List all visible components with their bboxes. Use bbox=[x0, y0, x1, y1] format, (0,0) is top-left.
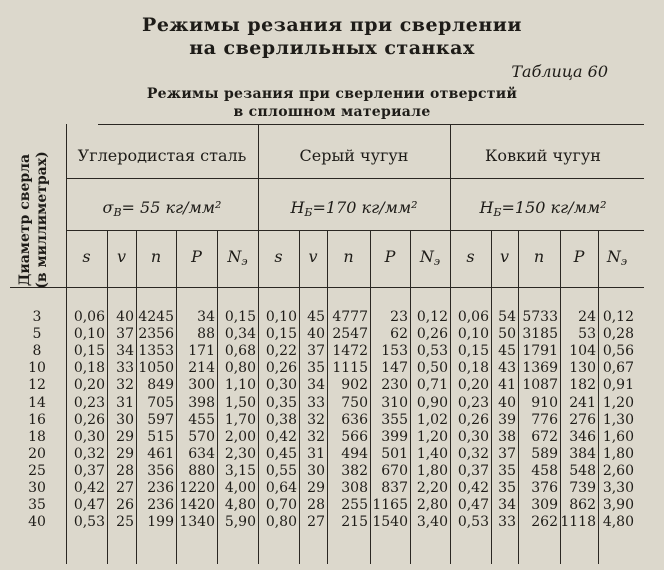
table-cell: 4,00 bbox=[224, 480, 256, 496]
table-cell: 4,80 bbox=[602, 514, 634, 531]
table-cell: 62 bbox=[390, 326, 408, 343]
table-cell: 1115 bbox=[332, 360, 368, 377]
table-cell: 1087 bbox=[522, 377, 558, 394]
table-cell: 5733 bbox=[522, 309, 558, 325]
table-cell: 0,37 bbox=[73, 462, 105, 479]
table-cell: 634 bbox=[188, 445, 215, 462]
column-label: P bbox=[384, 247, 396, 266]
table-cell: 902 bbox=[341, 377, 368, 394]
table-cell: 0,26 bbox=[416, 326, 448, 343]
table-cell: 461 bbox=[147, 445, 174, 462]
table-cell: 88 bbox=[197, 326, 215, 343]
table-cell: 597 bbox=[147, 411, 174, 428]
table-cell: 1165 bbox=[372, 497, 408, 514]
table-cell: 43 bbox=[498, 360, 516, 377]
table-cell: 384 bbox=[569, 445, 596, 462]
table-cell: 0,20 bbox=[457, 377, 489, 394]
table-cell: 215 bbox=[341, 514, 368, 531]
table-cell: 548 bbox=[569, 462, 596, 479]
table-cell: 501 bbox=[381, 445, 408, 462]
table-row bbox=[0, 497, 664, 514]
condition-subscript: Б bbox=[493, 206, 502, 219]
condition-rule bbox=[66, 230, 644, 231]
table-number: Таблица 60 bbox=[511, 62, 608, 81]
table-cell: 672 bbox=[531, 428, 558, 445]
condition-symbol: σ bbox=[102, 198, 114, 217]
table-row bbox=[0, 395, 664, 412]
table-cell: 0,70 bbox=[265, 497, 297, 514]
table-cell: 1,20 bbox=[602, 394, 634, 411]
table-cell: 34 bbox=[116, 343, 134, 360]
column-label: v bbox=[116, 247, 127, 266]
column-label: v bbox=[499, 247, 510, 266]
column-label-subscript: э bbox=[241, 255, 248, 268]
diameter-header-unit: (в миллиметрах) bbox=[34, 151, 50, 289]
table-cell: 1,50 bbox=[224, 394, 256, 411]
table-cell: 589 bbox=[531, 445, 558, 462]
table-cell: 2,60 bbox=[602, 462, 634, 479]
table-cell: 0,15 bbox=[224, 309, 256, 325]
table-cell: 33 bbox=[307, 394, 325, 411]
material-heading: Серый чугун bbox=[299, 146, 409, 165]
table-cell: 53 bbox=[578, 326, 596, 343]
table-cell: 382 bbox=[341, 462, 368, 479]
table-cell: 35 bbox=[498, 462, 516, 479]
table-top-rule bbox=[98, 124, 644, 125]
table-cell: 104 bbox=[569, 343, 596, 360]
column-label-symbol: N bbox=[606, 247, 621, 266]
table-cell: 0,18 bbox=[73, 360, 105, 377]
table-cell: 0,15 bbox=[265, 326, 297, 343]
table-cell: 1,80 bbox=[416, 462, 448, 479]
table-cell: 0,23 bbox=[73, 394, 105, 411]
table-cell: 29 bbox=[116, 428, 134, 445]
table-cell: 27 bbox=[116, 480, 134, 496]
table-row bbox=[0, 412, 664, 429]
table-cell: 0,12 bbox=[602, 309, 634, 325]
table-cell: 276 bbox=[569, 411, 596, 428]
table-cell: 236 bbox=[147, 480, 174, 496]
table-cell: 0,45 bbox=[265, 445, 297, 462]
table-cell: 310 bbox=[381, 394, 408, 411]
table-cell: 0,32 bbox=[73, 445, 105, 462]
table-cell: 0,30 bbox=[73, 428, 105, 445]
table-cell: 308 bbox=[341, 480, 368, 496]
table-cell: 1791 bbox=[522, 343, 558, 360]
table-cell: 30 bbox=[307, 462, 325, 479]
column-label: v bbox=[308, 247, 318, 266]
table-row bbox=[0, 326, 664, 343]
table-subtitle-line2: в сплошном материале bbox=[233, 104, 431, 120]
table-cell: 0,71 bbox=[416, 377, 448, 394]
table-cell: 515 bbox=[147, 428, 174, 445]
table-cell: 23 bbox=[390, 309, 408, 325]
table-cell: 34 bbox=[498, 497, 516, 514]
diameter-value: 20 bbox=[28, 445, 46, 462]
table-cell: 1,10 bbox=[224, 377, 256, 394]
table-row bbox=[0, 446, 664, 463]
table-cell: 32 bbox=[116, 377, 134, 394]
table-cell: 458 bbox=[531, 462, 558, 479]
table-cell: 0,80 bbox=[265, 514, 297, 531]
table-cell: 880 bbox=[188, 462, 215, 479]
table-cell: 1,02 bbox=[416, 411, 448, 428]
table-cell: 45 bbox=[498, 343, 516, 360]
table-cell: 566 bbox=[341, 428, 368, 445]
table-cell: 0,42 bbox=[265, 428, 297, 445]
diameter-value: 40 bbox=[28, 514, 46, 531]
table-cell: 25 bbox=[116, 514, 134, 531]
table-cell: 0,34 bbox=[224, 326, 256, 343]
table-cell: 0,55 bbox=[265, 462, 297, 479]
table-cell: 346 bbox=[569, 428, 596, 445]
hardness-condition bbox=[66, 198, 258, 219]
table-cell: 0,06 bbox=[73, 309, 105, 325]
table-cell: 2547 bbox=[332, 326, 368, 343]
table-cell: 1118 bbox=[560, 514, 596, 531]
table-cell: 171 bbox=[188, 343, 215, 360]
condition-value: =170 кг/мм² bbox=[312, 198, 418, 217]
table-cell: 0,30 bbox=[457, 428, 489, 445]
diameter-header-label: Диаметр сверла bbox=[17, 153, 33, 287]
table-row bbox=[0, 463, 664, 480]
table-cell: 309 bbox=[531, 497, 558, 514]
table-cell: 40 bbox=[116, 309, 134, 325]
column-label bbox=[598, 247, 636, 268]
table-cell: 0,64 bbox=[265, 480, 297, 496]
table-cell: 37 bbox=[498, 445, 516, 462]
table-cell: 862 bbox=[569, 497, 596, 514]
table-cell: 0,28 bbox=[602, 326, 634, 343]
table-cell: 1,20 bbox=[416, 428, 448, 445]
table-row bbox=[0, 309, 664, 326]
table-cell: 34 bbox=[197, 309, 215, 325]
table-cell: 0,12 bbox=[416, 309, 448, 325]
table-cell: 0,50 bbox=[416, 360, 448, 377]
table-cell: 750 bbox=[341, 394, 368, 411]
table-cell: 2,20 bbox=[416, 480, 448, 496]
table-cell: 3,15 bbox=[224, 462, 256, 479]
table-row bbox=[0, 514, 664, 531]
table-cell: 33 bbox=[498, 514, 516, 531]
diameter-value: 16 bbox=[28, 411, 46, 428]
table-cell: 26 bbox=[116, 497, 134, 514]
table-cell: 0,37 bbox=[457, 462, 489, 479]
column-label: n bbox=[343, 247, 354, 266]
table-cell: 0,10 bbox=[265, 309, 297, 325]
table-cell: 29 bbox=[116, 445, 134, 462]
table-cell: 455 bbox=[188, 411, 215, 428]
table-cell: 739 bbox=[569, 480, 596, 496]
table-cell: 37 bbox=[116, 326, 134, 343]
table-cell: 35 bbox=[498, 480, 516, 496]
condition-value: =150 кг/мм² bbox=[501, 198, 607, 217]
table-cell: 355 bbox=[381, 411, 408, 428]
column-label: n bbox=[533, 247, 545, 266]
table-cell: 1050 bbox=[138, 360, 174, 377]
table-cell: 910 bbox=[531, 394, 558, 411]
table-cell: 0,42 bbox=[457, 480, 489, 496]
table-cell: 0,47 bbox=[457, 497, 489, 514]
table-cell: 3,30 bbox=[602, 480, 634, 496]
table-cell: 32 bbox=[307, 428, 325, 445]
table-cell: 230 bbox=[381, 377, 408, 394]
table-cell: 2356 bbox=[138, 326, 174, 343]
column-label-symbol: N bbox=[227, 247, 242, 266]
table-cell: 0,30 bbox=[265, 377, 297, 394]
table-cell: 0,23 bbox=[457, 394, 489, 411]
diameter-value: 3 bbox=[32, 309, 42, 325]
column-label: s bbox=[274, 247, 283, 266]
table-cell: 1,60 bbox=[602, 428, 634, 445]
table-cell: 1540 bbox=[372, 514, 408, 531]
column-label-symbol: N bbox=[419, 247, 434, 266]
diameter-value: 30 bbox=[28, 480, 46, 496]
table-cell: 1,40 bbox=[416, 445, 448, 462]
table-cell: 0,15 bbox=[457, 343, 489, 360]
table-cell: 1220 bbox=[179, 480, 215, 496]
table-cell: 130 bbox=[569, 360, 596, 377]
column-label-subscript: э bbox=[433, 255, 441, 268]
table-row bbox=[0, 480, 664, 497]
column-label bbox=[410, 247, 450, 268]
table-cell: 28 bbox=[307, 497, 325, 514]
group-header-rule bbox=[66, 178, 644, 179]
table-row bbox=[0, 377, 664, 394]
table-cell: 0,68 bbox=[224, 343, 256, 360]
material-heading: Ковкий чугун bbox=[485, 146, 601, 165]
table-cell: 30 bbox=[116, 411, 134, 428]
table-cell: 45 bbox=[307, 309, 325, 325]
diameter-value: 8 bbox=[32, 343, 42, 360]
table-cell: 3,40 bbox=[416, 514, 448, 531]
table-cell: 0,90 bbox=[416, 394, 448, 411]
table-cell: 0,10 bbox=[73, 326, 105, 343]
table-cell: 0,32 bbox=[457, 445, 489, 462]
table-cell: 37 bbox=[307, 343, 325, 360]
table-cell: 1472 bbox=[332, 343, 368, 360]
table-cell: 636 bbox=[341, 411, 368, 428]
table-cell: 241 bbox=[569, 394, 596, 411]
column-label: n bbox=[150, 247, 162, 266]
table-cell: 2,00 bbox=[224, 428, 256, 445]
table-cell: 32 bbox=[307, 411, 325, 428]
table-cell: 0,35 bbox=[265, 394, 297, 411]
table-cell: 849 bbox=[147, 377, 174, 394]
column-label bbox=[217, 247, 258, 268]
diameter-value: 25 bbox=[28, 462, 46, 479]
table-cell: 0,80 bbox=[224, 360, 256, 377]
table-cell: 24 bbox=[578, 309, 596, 325]
table-cell: 376 bbox=[531, 480, 558, 496]
column-label-subscript: э bbox=[620, 255, 628, 268]
table-cell: 40 bbox=[307, 326, 325, 343]
table-cell: 153 bbox=[381, 343, 408, 360]
condition-value: = 55 кг/мм² bbox=[121, 198, 222, 217]
column-label: s bbox=[466, 247, 475, 266]
table-cell: 494 bbox=[341, 445, 368, 462]
table-cell: 0,67 bbox=[602, 360, 634, 377]
table-cell: 29 bbox=[307, 480, 325, 496]
table-cell: 39 bbox=[498, 411, 516, 428]
table-subtitle: Режимы резания при сверлении отверстий bbox=[146, 86, 518, 102]
condition-symbol: H bbox=[479, 198, 494, 217]
table-cell: 0,06 bbox=[457, 309, 489, 325]
table-cell: 182 bbox=[569, 377, 596, 394]
table-cell: 1340 bbox=[179, 514, 215, 531]
table-cell: 31 bbox=[116, 394, 134, 411]
table-cell: 0,91 bbox=[602, 377, 634, 394]
table-cell: 670 bbox=[381, 462, 408, 479]
table-cell: 1420 bbox=[179, 497, 215, 514]
table-cell: 40 bbox=[498, 394, 516, 411]
table-cell: 705 bbox=[147, 394, 174, 411]
diameter-value: 35 bbox=[28, 497, 46, 514]
table-cell: 54 bbox=[498, 309, 516, 325]
table-cell: 2,30 bbox=[224, 445, 256, 462]
table-cell: 255 bbox=[341, 497, 368, 514]
table-cell: 4,80 bbox=[224, 497, 256, 514]
table-cell: 776 bbox=[531, 411, 558, 428]
condition-symbol: H bbox=[290, 198, 305, 217]
table-cell: 147 bbox=[381, 360, 408, 377]
page-title: Режимы резания при сверлении bbox=[142, 14, 522, 36]
table-row bbox=[0, 360, 664, 377]
table-cell: 4245 bbox=[138, 309, 174, 325]
table-cell: 1,70 bbox=[224, 411, 256, 428]
table-cell: 0,18 bbox=[457, 360, 489, 377]
table-cell: 1,80 bbox=[602, 445, 634, 462]
diameter-value: 18 bbox=[28, 428, 46, 445]
table-cell: 41 bbox=[498, 377, 516, 394]
column-label: s bbox=[82, 247, 91, 266]
table-row bbox=[0, 429, 664, 446]
table-cell: 3,90 bbox=[602, 497, 634, 514]
table-cell: 4777 bbox=[332, 309, 368, 325]
table-row bbox=[0, 343, 664, 360]
table-cell: 398 bbox=[188, 394, 215, 411]
diameter-header bbox=[10, 130, 58, 310]
column-label: P bbox=[191, 247, 202, 266]
table-cell: 0,20 bbox=[73, 377, 105, 394]
table-cell: 1369 bbox=[522, 360, 558, 377]
table-cell: 0,26 bbox=[265, 360, 297, 377]
table-cell: 3185 bbox=[522, 326, 558, 343]
table-cell: 35 bbox=[307, 360, 325, 377]
table-cell: 0,47 bbox=[73, 497, 105, 514]
table-cell: 837 bbox=[381, 480, 408, 496]
table-cell: 0,53 bbox=[416, 343, 448, 360]
table-cell: 0,26 bbox=[73, 411, 105, 428]
table-cell: 262 bbox=[531, 514, 558, 531]
table-cell: 0,22 bbox=[265, 343, 297, 360]
table-cell: 0,53 bbox=[457, 514, 489, 531]
table-cell: 50 bbox=[498, 326, 516, 343]
diameter-value: 14 bbox=[28, 394, 46, 411]
table-cell: 399 bbox=[381, 428, 408, 445]
table-cell: 28 bbox=[116, 462, 134, 479]
table-cell: 0,56 bbox=[602, 343, 634, 360]
table-cell: 236 bbox=[147, 497, 174, 514]
diameter-value: 10 bbox=[28, 360, 46, 377]
diameter-value: 12 bbox=[28, 377, 46, 394]
table-cell: 38 bbox=[498, 428, 516, 445]
table-cell: 0,10 bbox=[457, 326, 489, 343]
material-heading: Углеродистая сталь bbox=[77, 146, 247, 165]
column-label: P bbox=[573, 247, 585, 266]
hardness-condition bbox=[258, 198, 450, 219]
table-cell: 2,80 bbox=[416, 497, 448, 514]
table-cell: 356 bbox=[147, 462, 174, 479]
hardness-condition bbox=[450, 198, 636, 219]
table-cell: 570 bbox=[188, 428, 215, 445]
table-cell: 27 bbox=[307, 514, 325, 531]
condition-subscript: B bbox=[113, 206, 122, 219]
table-cell: 0,53 bbox=[73, 514, 105, 531]
page-title-line2: на сверлильных станках bbox=[189, 37, 475, 59]
table-cell: 1,30 bbox=[602, 411, 634, 428]
diameter-value: 5 bbox=[32, 326, 42, 343]
table-cell: 0,26 bbox=[457, 411, 489, 428]
table-cell: 1353 bbox=[138, 343, 174, 360]
table-cell: 33 bbox=[116, 360, 134, 377]
table-cell: 0,15 bbox=[73, 343, 105, 360]
table-cell: 300 bbox=[188, 377, 215, 394]
table-cell: 0,38 bbox=[265, 411, 297, 428]
table-cell: 0,42 bbox=[73, 480, 105, 496]
table-cell: 5,90 bbox=[224, 514, 256, 531]
table-cell: 214 bbox=[188, 360, 215, 377]
table-cell: 34 bbox=[307, 377, 325, 394]
table-cell: 31 bbox=[307, 445, 325, 462]
condition-subscript: Б bbox=[304, 206, 313, 219]
table-cell: 199 bbox=[147, 514, 174, 531]
